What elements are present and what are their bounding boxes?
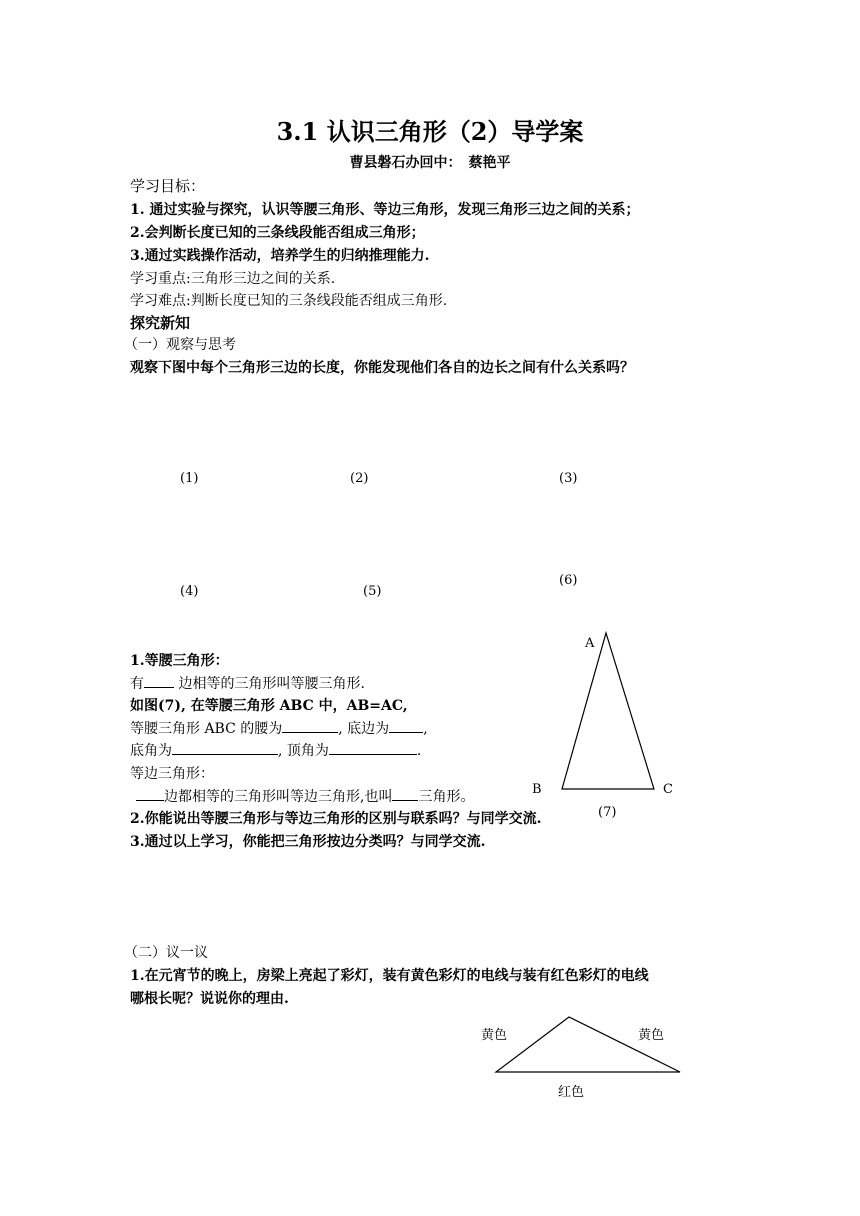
- figure-label-3: (3): [559, 471, 578, 486]
- explore-heading: 探究新知: [130, 314, 191, 332]
- question-3: 3.通过以上学习，你能把三角形按边分类吗？与同学交流.: [130, 834, 486, 850]
- vertex-a-label: A: [585, 636, 595, 651]
- text-fragment: 三角形。: [418, 789, 475, 805]
- objective-3: 3.通过实践操作活动，培养学生的归纳推理能力.: [130, 248, 430, 264]
- figure-label-6: (6): [559, 573, 578, 588]
- text-fragment: 边都相等的三角形叫等边三角形,也叫: [164, 789, 393, 805]
- lantern-wire-figure: [481, 1017, 680, 1100]
- objective-2: 2.会判断长度已知的三条线段能否组成三角形；: [130, 225, 425, 241]
- isosceles-heading: 1.等腰三角形：: [130, 653, 229, 669]
- text-fragment: , 顶角为: [278, 743, 329, 759]
- text-fragment: .: [416, 743, 422, 759]
- question-2: 2.你能说出等腰三角形与等边三角形的区别与联系吗？与同学交流.: [130, 811, 542, 827]
- text-fragment: 等腰三角形 ABC 的腰为: [130, 721, 283, 737]
- key-point: 学习重点:三角形三边之间的关系.: [130, 271, 336, 287]
- observe-question: 观察下图中每个三角形三边的长度，你能发现他们各自的边长之间有什么关系吗？: [130, 360, 634, 376]
- yellow-wire-left-label: 黄色: [481, 1028, 508, 1043]
- text-fragment: 底角为: [130, 743, 172, 759]
- vertex-c-label: C: [663, 782, 673, 797]
- figure7-caption: (7): [598, 805, 617, 820]
- section-observe: （一）观察与思考: [124, 337, 236, 353]
- vertex-b-label: B: [532, 782, 542, 797]
- red-wire-label: 红色: [558, 1085, 585, 1100]
- difficulty-point: 学习难点:判断长度已知的三条线段能否组成三角形.: [130, 293, 448, 309]
- isosceles-triangle-figure: [532, 633, 673, 820]
- text-fragment: ,: [423, 721, 428, 737]
- discuss-question-line2: 哪根长呢？说说你的理由.: [130, 991, 289, 1007]
- yellow-wire-right-label: 黄色: [638, 1028, 665, 1043]
- triangle-abc: [562, 633, 654, 789]
- equilateral-heading: 等边三角形：: [130, 766, 214, 782]
- figure-label-5: (5): [363, 584, 382, 599]
- discuss-question-line1: 1.在元宵节的晚上，房梁上亮起了彩灯，装有黄色彩灯的电线与装有红色彩灯的电线: [130, 968, 649, 984]
- text-fragment: 边相等的三角形叫等腰三角形.: [174, 676, 365, 692]
- figure-label-2: (2): [350, 471, 369, 486]
- section-discuss: （二）议一议: [124, 945, 208, 961]
- figure-label-4: (4): [180, 584, 199, 599]
- author-line: 曹县磐石办回中： 蔡艳平: [349, 155, 511, 171]
- figure7-intro: 如图(7), 在等腰三角形 ABC 中，AB=AC,: [130, 698, 408, 714]
- wire-triangle: [496, 1017, 680, 1072]
- objectives-heading: 学习目标：: [130, 177, 206, 195]
- figure-label-1: (1): [180, 471, 199, 486]
- text-fragment: , 底边为: [338, 721, 390, 737]
- page-title: 3.1 认识三角形（2）导学案: [276, 117, 584, 146]
- objective-1: 1. 通过实验与探究，认识等腰三角形、等边三角形，发现三角形三边之间的关系；: [130, 202, 640, 218]
- text-fragment: 有: [130, 676, 144, 692]
